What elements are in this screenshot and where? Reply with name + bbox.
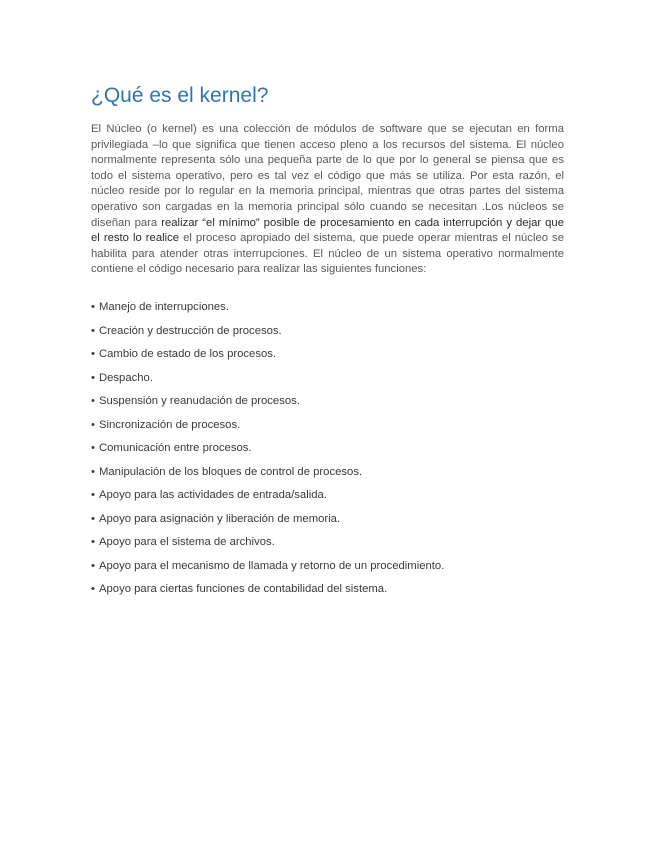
bullet-icon: • <box>91 324 95 337</box>
bullet-icon: • <box>91 395 95 407</box>
bullet-icon: • <box>91 301 95 313</box>
list-item <box>91 512 444 536</box>
bullet-icon: • <box>91 559 95 572</box>
bullet-icon: • <box>91 465 95 478</box>
page-title: ¿Qué es el kernel? <box>91 84 269 107</box>
list-item-text: Cambio de estado de los procesos. <box>98 348 277 360</box>
bullet-icon: • <box>91 371 95 384</box>
bullet-icon: • <box>91 442 95 454</box>
intro-text-part-2: realizar “el mínimo” posible de procesamiento en cada interrupción y dejar que el resto lo realice <box>91 216 564 245</box>
intro-text-part-1: El Núcleo (o kernel) es una colección de módulos de software que se ejecutan en forma privilegiada –lo que significa que tienen acceso pleno a los recursos del sistema. El núcleo normalmente representa sólo una pequeña parte de lo que por lo general se piensa que es todo el sistema operativo, pero es tal vez el código que más se utiliza. Por esta razón, el núcleo reside por lo regular en la memoria principal, mientras que otras partes del sistema operativo son cargadas en la memoria principal sólo cuando se necesitan .Los núcleos se diseñan para <box>91 123 564 229</box>
list-item-text: Sincronización de procesos. <box>98 418 241 431</box>
list-item-text: Apoyo para ciertas funciones de contabilidad del sistema. <box>98 583 388 595</box>
kernel-functions-list <box>91 300 444 606</box>
list-item <box>91 324 444 348</box>
list-item <box>91 465 444 489</box>
list-item <box>91 300 444 324</box>
bullet-icon: • <box>91 418 95 431</box>
bullet-icon: • <box>91 489 95 501</box>
list-item-text: Apoyo para asignación y liberación de memoria. <box>98 512 341 525</box>
intro-paragraph <box>91 122 564 278</box>
list-item <box>91 488 444 512</box>
list-item <box>91 347 444 371</box>
intro-text-part-3: el proceso apropiado del sistema, que puede operar mientras el núcleo se habilita para atender otras interrupciones. El núcleo de un sistema operativo normalmente contiene el código necesario para realizar las siguientes funciones: <box>91 232 564 276</box>
list-item-text: Manipulación de los bloques de control de procesos. <box>98 465 363 478</box>
list-item <box>91 394 444 418</box>
list-item <box>91 441 444 465</box>
list-item-text: Manejo de interrupciones. <box>98 301 229 313</box>
list-item <box>91 535 444 559</box>
bullet-icon: • <box>91 583 95 595</box>
list-item-text: Apoyo para el mecanismo de llamada y retorno de un procedimiento. <box>98 559 445 572</box>
list-item <box>91 559 444 583</box>
bullet-icon: • <box>91 348 95 360</box>
bullet-icon: • <box>91 536 95 548</box>
list-item-text: Apoyo para las actividades de entrada/salida. <box>98 489 327 501</box>
list-item <box>91 418 444 442</box>
list-item <box>91 582 444 606</box>
list-item <box>91 371 444 395</box>
list-item-text: Despacho. <box>98 371 153 384</box>
list-item-text: Creación y destrucción de procesos. <box>98 324 282 337</box>
list-item-text: Comunicación entre procesos. <box>98 442 252 454</box>
list-item-text: Apoyo para el sistema de archivos. <box>98 536 275 548</box>
list-item-text: Suspensión y reanudación de procesos. <box>98 395 300 407</box>
bullet-icon: • <box>91 512 95 525</box>
